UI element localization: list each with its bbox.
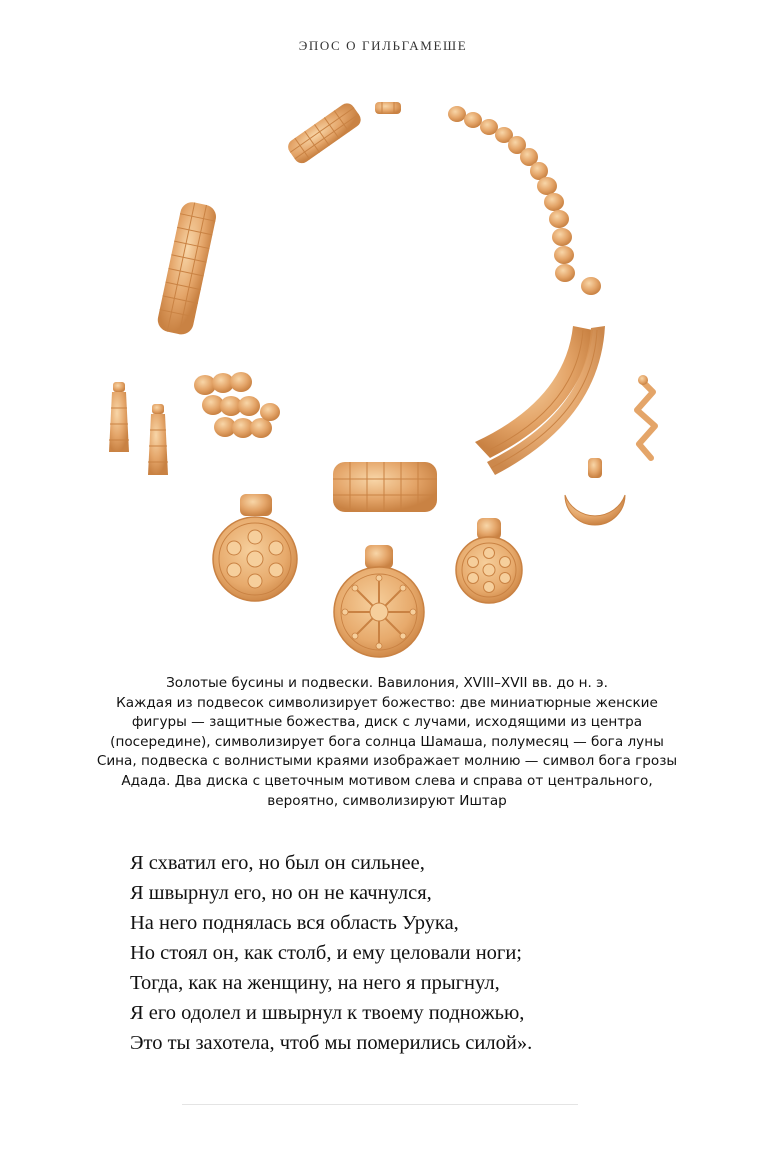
- verse-line: На него поднялась вся область Урука,: [130, 912, 459, 934]
- flower-disc-right: [456, 518, 522, 603]
- flower-disc-left: [213, 494, 297, 601]
- top-clasp: [375, 102, 401, 114]
- running-title: ЭПОС О ГИЛЬГАМЕШЕ: [298, 38, 468, 53]
- jewelry-illustration: [95, 90, 685, 665]
- caption-title: Золотые бусины и подвески. Вавилония, XVIII–XVII вв. до н. э.: [166, 675, 608, 691]
- melon-bead-arc: [448, 106, 601, 295]
- bead-strip-upper-left: [285, 100, 364, 166]
- figure-pendant-left: [109, 382, 129, 452]
- verse-line: Я швырнул его, но он не качнулся,: [130, 882, 432, 904]
- lightning-pendant: [637, 375, 655, 458]
- bead-bar-center: [333, 462, 437, 512]
- footer-divider: [182, 1104, 578, 1105]
- sun-disc-center: [334, 545, 424, 657]
- verse-line: Я схватил его, но был он сильнее,: [130, 852, 425, 874]
- verse-line: Это ты захотела, чтоб мы померились силой».: [130, 1032, 533, 1054]
- figure-pendant-right: [148, 404, 168, 475]
- crescent-pendant: [565, 458, 625, 525]
- verse-line: Я его одолел и швырнул к твоему подножью,: [130, 1002, 525, 1024]
- bead-cluster-left: [194, 372, 280, 438]
- verse-block: [130, 848, 690, 1058]
- verse-line: Тогда, как на женщину, на него я прыгнул,: [130, 972, 500, 994]
- bead-strip-left: [156, 200, 219, 337]
- bead-strip-right: [475, 326, 605, 475]
- figure-caption: [92, 674, 682, 811]
- caption-body: Каждая из подвесок символизирует божество: две миниатюрные женские фигуры — защитные божества, диск с лучами, исходящими из центра (посередине), символизирует бога солнца Шамаша, полумесяц — бога луны Сина, подвеска с волнистыми краями изображает молнию — символ бога грозы Адада. Два диска с цветочным мотивом слева и справа от центрального, вероятно, символизируют Иштар: [96, 694, 678, 809]
- verse-line: Но стоял он, как столб, и ему целовали ноги;: [130, 942, 522, 964]
